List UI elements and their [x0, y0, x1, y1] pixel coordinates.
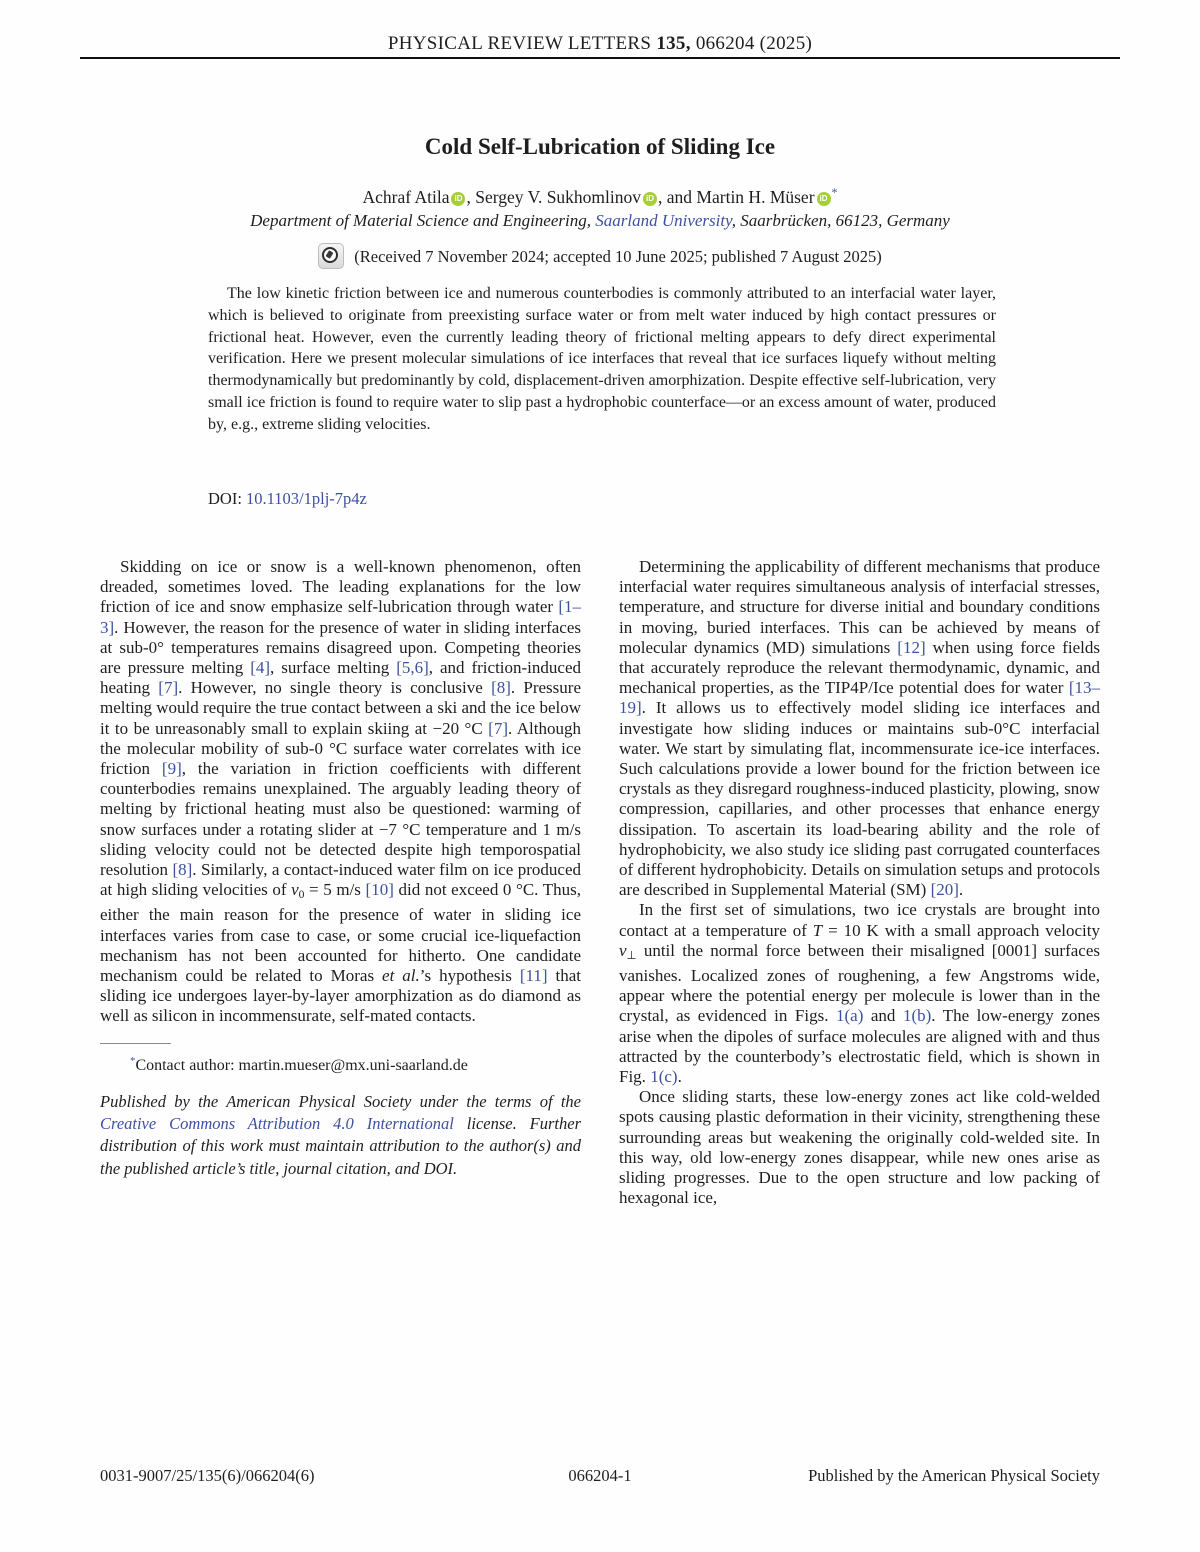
text-segment: when using force fields that accurately reproduce the relevant thermodynamic, dynamic, and mechanical properties, as the TIP4P/Ice potential does for water: [619, 637, 1100, 698]
text-segment: Published by the American Physical Society under the terms of the: [100, 1091, 581, 1111]
orcid-icon[interactable]: iD: [643, 192, 657, 206]
text-segment: .: [677, 1067, 682, 1087]
page-number: 066204-1: [568, 1466, 632, 1485]
text-segment: , Saarbrücken, 66123, Germany: [731, 211, 950, 230]
text-segment: , and Martin H. Müser: [658, 187, 815, 207]
text-segment: ’s hypothesis: [419, 966, 520, 986]
text-segment: . The low-energy zones arise when the dipoles of surface molecules are aligned with and thus attracted by the counterbody’s electrostatic field, which is shown in Fig.: [619, 1006, 1100, 1087]
ref-link-13-19[interactable]: [13–19]: [619, 678, 1100, 718]
right-column: [619, 557, 1100, 1209]
text-segment: . Pressure melting would require the true contact between a ski and the ice below it to be unreasonably small to explain skiing at −20 °C: [100, 678, 581, 738]
ref-link-12[interactable]: [12]: [897, 637, 926, 657]
license-notice: [100, 1091, 581, 1181]
saarland-university-link[interactable]: Saarland University: [595, 211, 732, 230]
footnote-rule: [100, 1043, 171, 1044]
orcid-icon[interactable]: iD: [451, 192, 465, 206]
text-segment: .: [958, 880, 964, 900]
cc-by-license-link[interactable]: Creative Commons Attribution 4.0 International: [100, 1114, 454, 1134]
text-segment: . However, the reason for the presence of water in sliding interfaces at sub-0° temperatures remains disagreed upon. Competing theories are pressure melting: [100, 617, 581, 678]
doi-line: [208, 489, 367, 509]
ref-link-8[interactable]: [8]: [491, 678, 511, 698]
ref-link-11[interactable]: [11]: [519, 966, 548, 986]
text-segment: Department of Material Science and Engineering,: [250, 211, 596, 230]
text-segment: et al.: [382, 966, 420, 986]
text-segment: , surface melting: [270, 658, 397, 678]
ref-link-8b[interactable]: [8]: [172, 860, 193, 880]
doi-link[interactable]: 10.1103/1plj-7p4z: [246, 489, 367, 508]
ref-link-4[interactable]: [4]: [250, 658, 271, 678]
ref-link-20[interactable]: [20]: [930, 880, 959, 900]
text-segment: did not exceed 0 °C. Thus, either the main reason for the presence of water in sliding ice interfaces varies from case to case, or some crucial ice-liquefaction mechanism has not been accounted for hitherto. One candidate mechanism could be related to Moras: [100, 880, 581, 986]
left-column: [100, 557, 581, 1209]
text-segment: until the normal force between their misaligned [0001] surfaces vanishes. Localized zones of roughening, a few Angstroms wide, appear where the potential energy per molecule is lower than in the crystal, as evidenced in Figs.: [619, 940, 1100, 1026]
crossmark-ring-glyph: [322, 247, 338, 263]
text-segment: PHYSICAL REVIEW LETTERS: [387, 33, 657, 54]
text-segment: , and friction-induced heating: [100, 658, 581, 698]
abstract-text: The low kinetic friction between ice and numerous counterbodies is commonly attributed to an interfacial water layer, which is believed to originate from preexisting surface water or from melt water induced by high contact pressures or frictional heat. However, even the currently leading theory of frictional melting appears to defy direct experimental verification. Here we present molecular simulations of ice interfaces that reveal that ice surfaces liquefy without melting thermodynamically but predominantly by cold, displacement-driven amorphization. Despite effective self-lubrication, very small ice friction is found to require water to slip past a hydrophobic counterface—or an excess amount of water, produced by, e.g., extreme sliding velocities.: [208, 285, 996, 433]
ref-link-10[interactable]: [10]: [365, 880, 394, 900]
text-segment: that sliding ice undergoes layer-by-layer amorphization as do diamond as well as silicon in incommensurate, self-mated contacts.: [100, 966, 581, 1026]
fig-link-1b[interactable]: 1(b): [902, 1006, 932, 1026]
ref-link-7b[interactable]: [7]: [488, 718, 508, 738]
text-segment: license. Further distribution of this work must maintain attribution to the author(s) and the published article’s title, journal citation, and DOI.: [100, 1114, 581, 1178]
ref-link-5-6[interactable]: [5,6]: [396, 658, 429, 678]
text-segment: 0: [298, 888, 305, 902]
body-columns: [100, 557, 1100, 1209]
issn-code: 0031-9007/25/135(6)/066204(6): [100, 1466, 315, 1485]
text-segment: Once sliding starts, these low-energy zones act like cold-welded spots causing plastic deformation in their vicinity, strengthening these surrounding areas but weakening the originally cold-welded site. In this way, old low-energy zones disappear, while new ones arise as sliding progresses. Due to the open structure and low packing of hexagonal ice,: [619, 1087, 1100, 1208]
text-segment: . Similarly, a contact-induced water film on ice produced at high sliding velocities of: [100, 860, 581, 900]
ref-link-1-3[interactable]: [1–3]: [100, 597, 581, 637]
text-segment: = 10 K with a small approach velocity: [822, 920, 1100, 940]
received-text: (Received 7 November 2024; accepted 10 June 2025; published 7 August 2025): [354, 247, 882, 266]
ref-link-9[interactable]: [9]: [161, 759, 182, 779]
orcid-icon[interactable]: iD: [817, 192, 831, 206]
text-segment: T: [812, 920, 823, 940]
body-paragraph: [619, 557, 1100, 900]
affiliation: [0, 211, 1200, 231]
text-segment: . It allows us to effectively model sliding ice interfaces and investigate how sliding induces or maintains sub-0°C interfacial water. We start by simulating flat, incommensurate ice-ice interfaces. Such calculations provide a lower bound for the friction between ice crystals as they disregard roughness-induced plasticity, plowing, snow compression, capillaries, and other processes that enhance energy dissipation. To ascertain its load-bearing ability and the role of hydrophobicity, we also study ice sliding past corrugated counterfaces of different hydrophobicity. Details on simulation setups and protocols are described in Supplemental Material (SM): [619, 698, 1100, 900]
journal-header: [0, 33, 1200, 55]
text-segment: , the variation in friction coefficients with different counterbodies remains unexplained. The arguably leading theory of melting by frictional heating must also be questioned: warming of snow surfaces under a rotating slider at −7 °C temperature and 1 m/s sliding velocity could not be detected despite high temporospatial resolution: [100, 759, 581, 880]
abstract: [208, 283, 996, 436]
text-segment: Achraf Atila: [362, 187, 450, 207]
header-rule: [80, 57, 1120, 59]
text-segment: Determining the applicability of different mechanisms that produce interfacial water requires simultaneous analysis of interfacial stresses, temperature, and structure for diverse initial and boundary conditions in moving, buried interfaces. This can be achieved by means of molecular dynamics (MD) simulations: [619, 557, 1100, 657]
crossmark-check-updates-icon[interactable]: [318, 243, 344, 269]
text-segment: , Sergey V. Sukhomlinov: [466, 187, 642, 207]
text-segment: v: [291, 880, 299, 900]
footnote-marker: *: [130, 1054, 136, 1067]
contact-author-asterisk-link[interactable]: *: [831, 185, 838, 199]
text-segment: . However, no single theory is conclusive: [178, 678, 492, 698]
text-segment: v: [619, 940, 627, 960]
text-segment: Contact author: martin.mueser@mx.uni-saarland.de: [135, 1056, 468, 1074]
text-segment: . Although the molecular mobility of sub-0 °C surface water correlates with ice friction: [100, 718, 581, 779]
text-segment: 135,: [656, 33, 691, 54]
fig-link-1c[interactable]: 1(c): [650, 1067, 678, 1087]
article-title: Cold Self-Lubrication of Sliding Ice: [424, 134, 776, 159]
text-segment: and: [863, 1006, 903, 1026]
received-line: [0, 243, 1200, 269]
text-segment: In the first set of simulations, two ice crystals are brought into contact at a temperature of: [619, 900, 1100, 940]
text-segment: ⊥: [626, 948, 637, 962]
text-segment: Skidding on ice or snow is a well-known phenomenon, often dreaded, sometimes loved. The leading explanations for the low friction of ice and snow emphasize self-lubrication through water: [100, 557, 581, 617]
body-paragraph: [619, 900, 1100, 1087]
body-paragraph: [100, 557, 581, 1027]
text-segment: DOI:: [208, 489, 247, 508]
contact-footnote: [100, 1051, 581, 1076]
body-paragraph: [619, 1087, 1100, 1208]
authors-line: [0, 185, 1200, 208]
publisher-credit: Published by the American Physical Society: [808, 1466, 1100, 1485]
ref-link-7[interactable]: [7]: [158, 678, 179, 698]
text-segment: = 5 m/s: [304, 880, 366, 900]
text-segment: 066204 (2025): [690, 33, 813, 54]
fig-link-1a[interactable]: 1(a): [835, 1006, 864, 1026]
